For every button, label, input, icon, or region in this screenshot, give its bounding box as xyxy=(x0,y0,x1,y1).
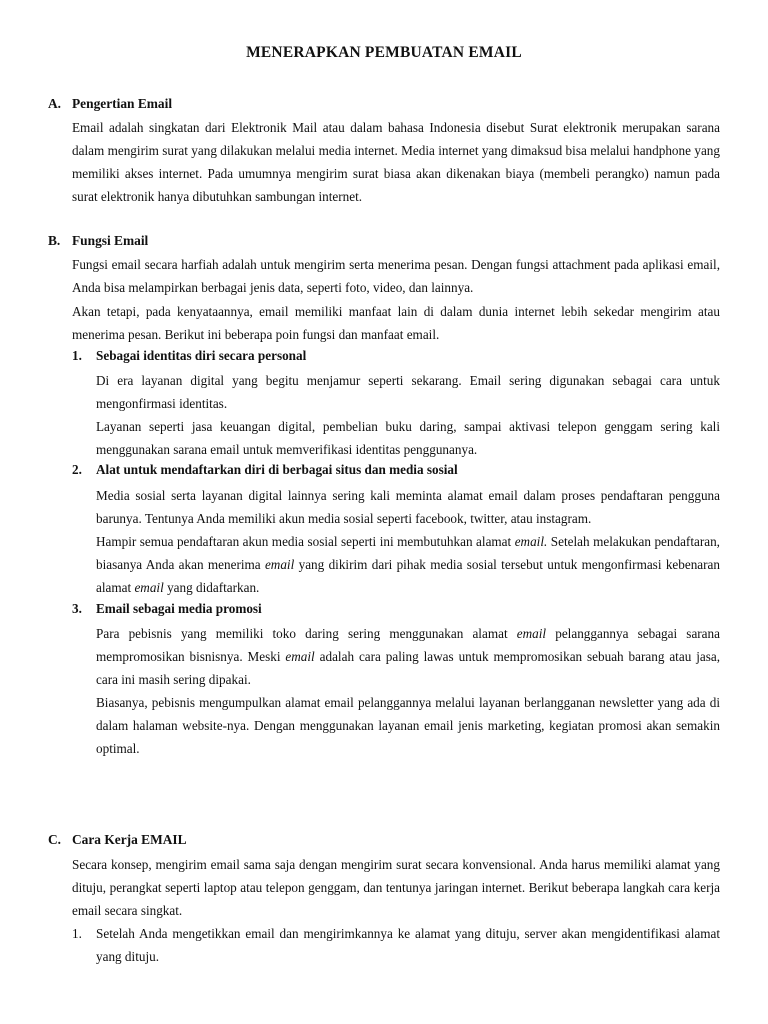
section-b-paragraph-1: Fungsi email secara harfiah adalah untuk mengirim serta menerima pesan. Dengan fungsi attachment pada aplikasi email, Anda bisa melampirkan berbagai jenis data, seperti foto, video, dan lainnya. xyxy=(72,257,720,295)
section-a-title: Pengertian Email xyxy=(72,96,173,111)
section-b-item-1-paragraph-1: Di era layanan digital yang begitu menjamur seperti sekarang. Email sering digunakan sebagai cara untuk mengonfirmasi identitas. xyxy=(96,373,720,411)
text-run: yang didaftarkan. xyxy=(163,580,260,595)
item-number: 3. xyxy=(72,601,82,616)
section-c-paragraph: Secara konsep, mengirim email sama saja dengan mengirim surat secara konvensional. Anda harus memiliki alamat yang dituju, perangkat seperti laptop atau telepon genggam, dan tentunya jaringan internet. Berikut beberapa langkah cara kerja email secara singkat. xyxy=(72,857,720,918)
item-title: Email sebagai media promosi xyxy=(96,601,262,616)
document-title: MENERAPKAN PEMBUATAN EMAIL xyxy=(246,44,522,61)
section-c-title: Cara Kerja EMAIL xyxy=(72,832,187,847)
section-a-paragraph: Email adalah singkatan dari Elektronik Mail atau dalam bahasa Indonesia disebut Surat elektronik merupakan sarana dalam mengirim surat yang dilakukan melalui media internet. Media internet yang dimaksud bisa melalui handphone yang memiliki akses internet. Pada umumnya mengirim surat biasa akan dikenakan biaya (membeli perangko) namun pada surat elektronik hanya dibutuhkan sambungan internet. xyxy=(72,120,720,204)
section-b-item-2-paragraph-2 xyxy=(96,530,720,599)
item-title: Alat untuk mendaftarkan diri di berbagai situs dan media sosial xyxy=(96,462,458,477)
section-b-item-1-heading xyxy=(72,348,306,364)
item-number: 1. xyxy=(72,926,82,941)
section-b-item-1-paragraph-2: Layanan seperti jasa keuangan digital, pembelian buku daring, sampai aktivasi telepon genggam sering kali menggunakan sarana email untuk memverifikasi identitas penggunanya. xyxy=(96,419,720,457)
text-run: Para pebisnis yang memiliki toko daring sering menggunakan alamat xyxy=(96,626,517,641)
text-run: Setelah melakukan pendaftaran, biasanya Anda akan menerima xyxy=(96,534,720,572)
section-b-heading xyxy=(48,233,148,249)
text-run: adalah cara paling lawas untuk mempromosikan sebuah barang atau jasa, cara ini masih sering dipakai. xyxy=(96,649,720,687)
item-number: 1. xyxy=(72,348,82,363)
section-a-heading xyxy=(48,96,172,112)
emphasis-run: email xyxy=(264,557,295,572)
emphasis-run: email xyxy=(516,626,547,641)
text-run: pelanggannya sebagai sarana mempromosikan bisnisnya. Meski xyxy=(96,626,720,664)
section-c-item-1 xyxy=(72,922,720,968)
item-number: 2. xyxy=(72,462,82,477)
section-b-item-3-paragraph-2: Biasanya, pebisnis mengumpulkan alamat email pelanggannya melalui layanan berlangganan newsletter yang ada di dalam halaman website-nya. Dengan menggunakan layanan email jenis marketing, kegiatan promosi akan semakin optimal. xyxy=(96,695,720,756)
section-b-title: Fungsi Email xyxy=(72,233,149,248)
section-b-letter: B. xyxy=(48,233,61,248)
emphasis-run: email. xyxy=(514,534,548,549)
section-b-item-3-paragraph-1 xyxy=(96,622,720,691)
section-a-letter: A. xyxy=(48,96,62,111)
item-title: Sebagai identitas diri secara personal xyxy=(96,348,307,363)
emphasis-run: email xyxy=(134,580,164,595)
section-b-item-2-heading xyxy=(72,462,458,478)
section-b-item-2-paragraph-1: Media sosial serta layanan digital lainnya sering kali meminta alamat email dalam proses pendaftaran pengguna barunya. Tentunya Anda memiliki akun media sosial seperti facebook, twitter, atau instagram. xyxy=(96,488,720,526)
section-b-paragraph-2: Akan tetapi, pada kenyataannya, email memiliki manfaat lain di dalam dunia internet lebih sekedar mengirim atau menerima pesan. Berikut ini beberapa poin fungsi dan manfaat email. xyxy=(72,304,720,342)
section-c-heading xyxy=(48,832,187,848)
text-run: yang dikirim dari pihak media sosial tersebut untuk mengonfirmasi kebenaran alamat xyxy=(96,557,720,595)
section-c-letter: C. xyxy=(48,832,62,847)
item-text: Setelah Anda mengetikkan email dan mengirimkannya ke alamat yang dituju, server akan mengidentifikasi alamat yang dituju. xyxy=(96,926,720,964)
section-b-item-3-heading xyxy=(72,601,262,617)
text-run: Hampir semua pendaftaran akun media sosial seperti ini membutuhkan alamat xyxy=(96,534,515,549)
emphasis-run: email xyxy=(285,649,315,664)
